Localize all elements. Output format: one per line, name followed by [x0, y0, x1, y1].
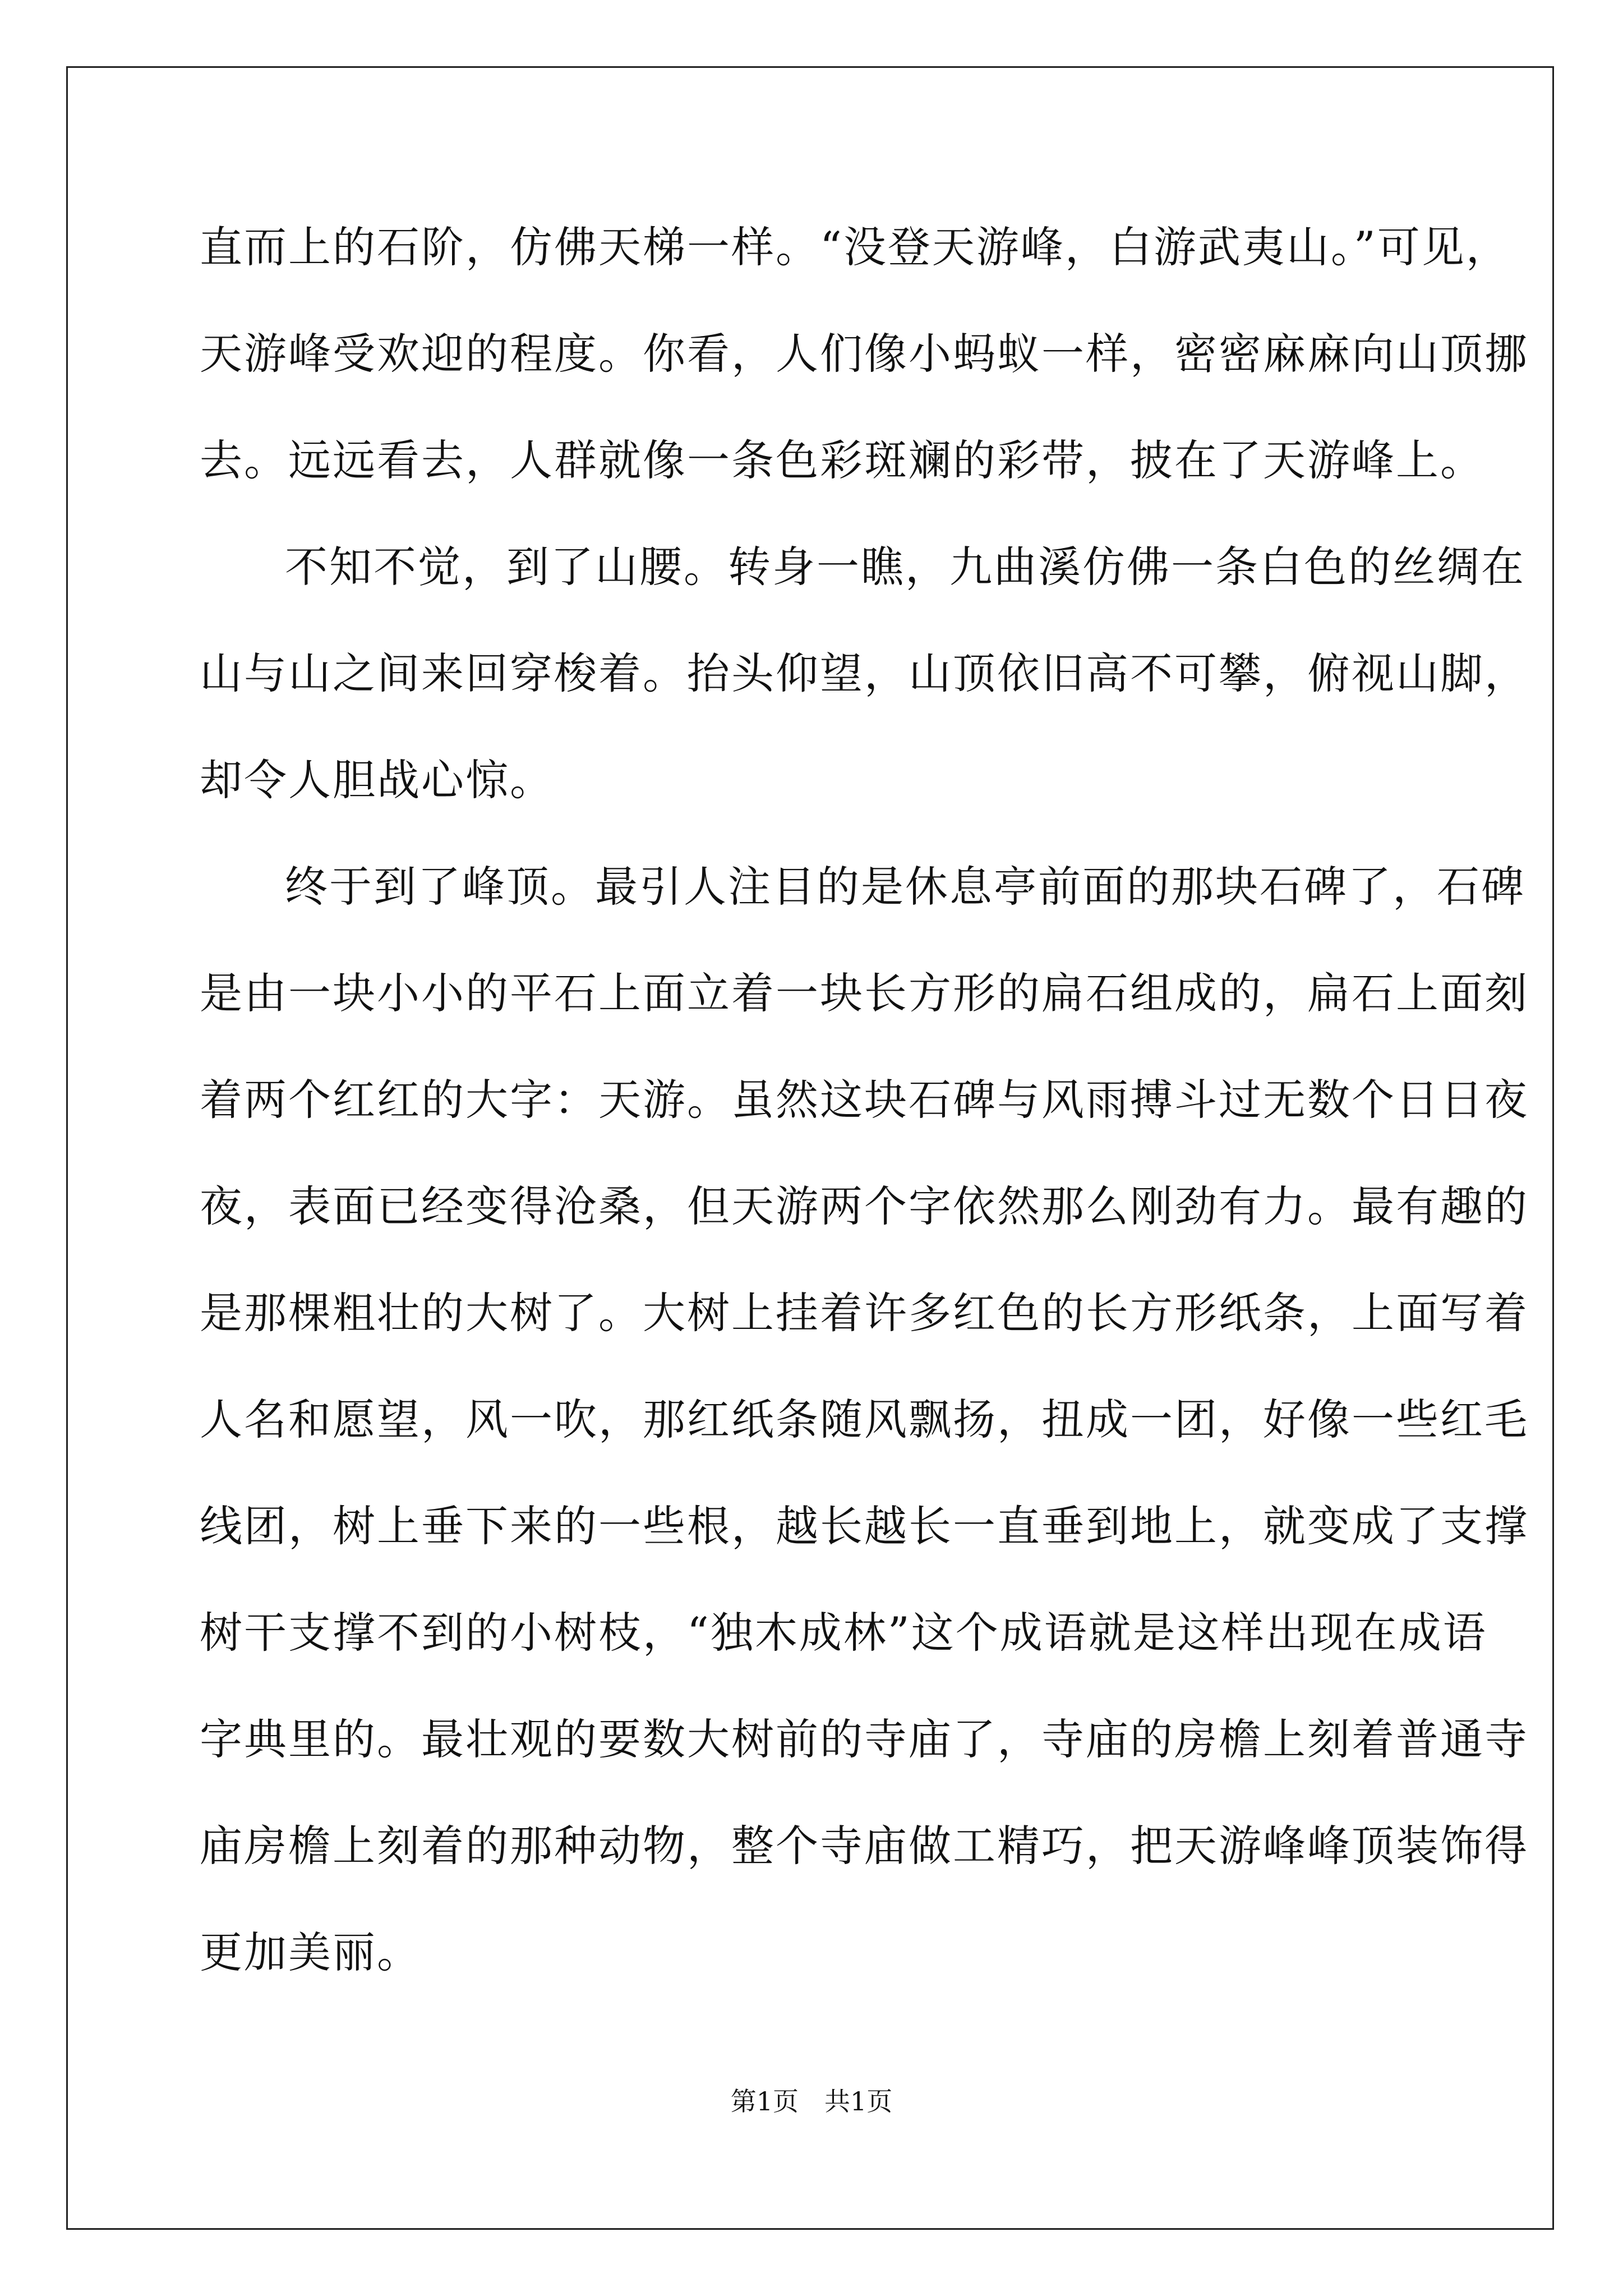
text-line: 终于到了峰顶。最引人注目的是休息亭前面的那块石碑了，石碑	[285, 862, 1525, 912]
text-line: 线团，树上垂下来的一些根，越长越长一直垂到地上，就变成了支撑	[200, 1501, 1529, 1551]
text-line: 人名和愿望，风一吹，那红纸条随风飘扬，扭成一团，好像一些红毛	[200, 1395, 1529, 1444]
text-line: 不知不觉，到了山腰。转身一瞧，九曲溪仿佛一条白色的丝绸在	[285, 542, 1525, 592]
text-line: 山与山之间来回穿梭着。抬头仰望，山顶依旧高不可攀，俯视山脚，	[200, 648, 1529, 698]
page-footer: 第1页 共1页	[730, 2086, 893, 2116]
text-line: 却令人胆战心惊。	[200, 755, 554, 805]
text-line: 去。远远看去，人群就像一条色彩斑斓的彩带，披在了天游峰上。	[200, 435, 1484, 485]
text-line: 字典里的。最壮观的要数大树前的寺庙了，寺庙的房檐上刻着普通寺	[200, 1714, 1529, 1764]
text-line: 是由一块小小的平石上面立着一块长方形的扁石组成的，扁石上面刻	[200, 968, 1529, 1018]
text-line: 着两个红红的大字：天游。虽然这块石碑与风雨搏斗过无数个日日夜	[200, 1075, 1529, 1125]
text-line: 庙房檐上刻着的那种动物，整个寺庙做工精巧，把天游峰峰顶装饰得	[200, 1821, 1529, 1871]
text-line: 更加美丽。	[200, 1927, 421, 1977]
text-line: 树干支撑不到的小树枝，“独木成林”这个成语就是这样出现在成语	[200, 1608, 1487, 1658]
text-line: 夜，表面已经变得沧桑，但天游两个字依然那么刚劲有力。最有趣的	[200, 1181, 1529, 1231]
text-line: 天游峰受欢迎的程度。你看，人们像小蚂蚁一样，密密麻麻向山顶挪	[200, 329, 1529, 379]
text-line: 直而上的石阶，仿佛天梯一样。“没登天游峰，白游武夷山。”可见，	[200, 222, 1510, 272]
document-body	[200, 194, 1529, 2006]
text-line: 是那棵粗壮的大树了。大树上挂着许多红色的长方形纸条，上面写着	[200, 1288, 1529, 1338]
